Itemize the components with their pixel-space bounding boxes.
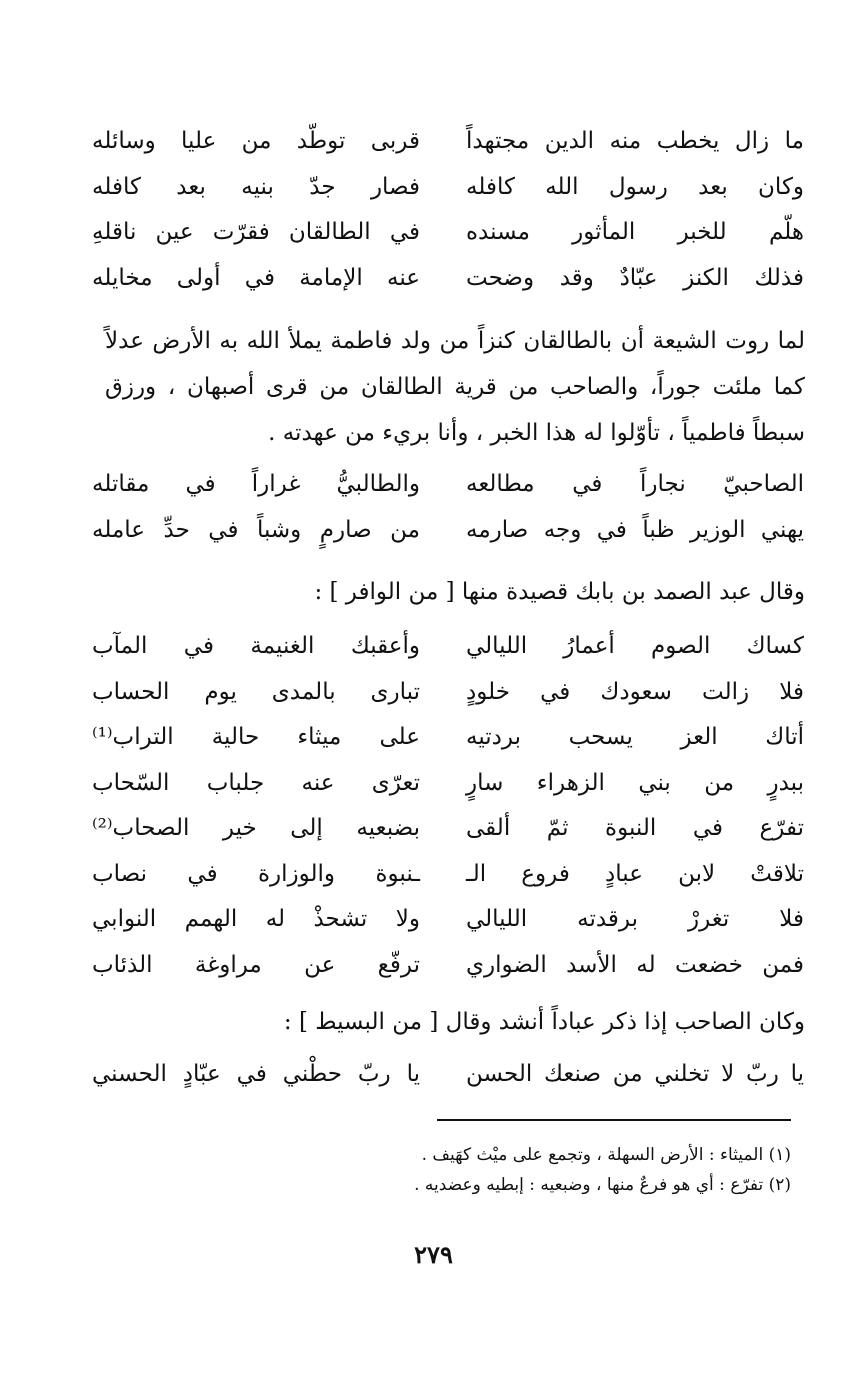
verse-line: [92, 852, 804, 898]
verse-second-hemistich: ولا تشحذْ له الهمم النوابي: [92, 906, 420, 932]
verse-first-hemistich: كساك الصوم أعمارُ الليالي: [466, 633, 804, 659]
verse-line: [92, 165, 804, 211]
verse-first-hemistich: هلّم للخبر المأثور مسنده: [466, 219, 804, 245]
verse-second-hemistich: في الطالقان فقرّت عين ناقلهِ: [92, 219, 420, 245]
verse-second-hemistich: بضبعيه إلى خير الصحاب⁽²⁾: [92, 815, 420, 841]
verse-second-hemistich: يا ربّ حطْني في عبّادٍ الحسني: [92, 1061, 420, 1087]
verse-second-hemistich: فصار جدّ بنيه بعد كافله: [92, 173, 420, 200]
verse-line: [92, 1052, 804, 1098]
poem-block-3: [92, 624, 804, 988]
verse-second-hemistich: وأعقبك الغنيمة في المآب: [92, 633, 420, 659]
verse-second-hemistich: على ميثاء حالية التراب⁽¹⁾: [92, 724, 420, 750]
verse-second-hemistich: ترفّع عن مراوغة الذئاب: [92, 951, 420, 978]
verse-first-hemistich: ما زال يخطب منه الدين مجتهداً: [466, 128, 804, 154]
footnotes: [91, 1140, 791, 1200]
verse-line: [92, 462, 804, 508]
verse-first-hemistich: أتاك العز يسحب بردتيه: [466, 724, 804, 750]
verse-second-hemistich: تبارى بالمدى يوم الحساب: [92, 678, 420, 705]
verse-line: [92, 670, 804, 716]
verse-first-hemistich: الصاحبيّ نجاراً في مطالعه: [466, 471, 804, 497]
verse-line: [92, 761, 804, 807]
prose-paragraph: لما روت الشيعة أن بالطالقان كنزاً من ولد فاطمة يملأ الله به الأرض عدلاً كما ملئت جوراً، والصاحب من قرية الطالقان من قرى أصبهان ، ورزق سبطاً فاطمياً ، تأوّلوا له هذا الخبر ، وأنا بريء من عهدته .: [105, 328, 805, 446]
verse-first-hemistich: تفرّع في النبوة ثمّ ألقى: [466, 815, 804, 841]
verse-line: [92, 119, 804, 165]
poem-block-2: [92, 462, 804, 553]
verse-line: [92, 508, 804, 554]
verse-second-hemistich: والطالبيُّ غراراً في مقاتله: [92, 471, 420, 497]
verse-first-hemistich: فلا زالت سعودك في خلودٍ: [466, 678, 804, 705]
poem-block-1: [92, 119, 804, 301]
verse-second-hemistich: قربى توطّد من عليا وسائله: [92, 128, 420, 154]
verse-line: [92, 256, 804, 302]
verse-line: [92, 715, 804, 761]
verse-second-hemistich: ـنبوة والوزارة في نصاب: [92, 860, 420, 887]
verse-first-hemistich: وكان بعد رسول الله كافله: [466, 173, 804, 200]
footnote-2: (٢) تفرّع : أي هو فرعٌ منها ، وضبعيه : إبطيه وعضديه .: [414, 1175, 791, 1195]
intro-line-ibn-babak: وقال عبد الصمد بن بابك قصيدة منها [ من الوافر ] :: [314, 579, 805, 605]
footnote-1: (١) الميثاء : الأرض السهلة ، وتجمع على ميْث كهَيف .: [421, 1145, 791, 1165]
poem-block-4: [92, 1052, 804, 1098]
intro-line-sahib: وكان الصاحب إذا ذكر عباداً أنشد وقال [ من البسيط ] :: [283, 1009, 805, 1035]
verse-first-hemistich: يهني الوزير ظباً في وجه صارمه: [466, 516, 804, 543]
verse-second-hemistich: من صارمٍ وشباً في حدِّ عامله: [92, 516, 420, 543]
verse-line: [92, 624, 804, 670]
verse-line: [92, 806, 804, 852]
verse-first-hemistich: فمن خضعت له الأسد الضواري: [466, 951, 804, 978]
verse-line: [92, 943, 804, 989]
page-number: ٢٧٩: [414, 1240, 453, 1269]
verse-first-hemistich: ببدرٍ من بني الزهراء سارٍ: [466, 769, 804, 796]
footnote-separator: [437, 1119, 791, 1121]
verse-second-hemistich: عنه الإمامة في أولى مخايله: [92, 264, 420, 291]
verse-line: [92, 210, 804, 256]
verse-first-hemistich: فلا تغررْ برقدته الليالي: [466, 906, 804, 932]
verse-line: [92, 897, 804, 943]
verse-first-hemistich: يا ربّ لا تخلني من صنعك الحسن: [466, 1061, 804, 1087]
verse-first-hemistich: تلاقتْ لابن عبادٍ فروع الـ: [466, 860, 804, 887]
verse-first-hemistich: فذلك الكنز عبّادٌ وقد وضحت: [466, 264, 804, 291]
verse-second-hemistich: تعرّى عنه جلباب السّحاب: [92, 769, 420, 796]
